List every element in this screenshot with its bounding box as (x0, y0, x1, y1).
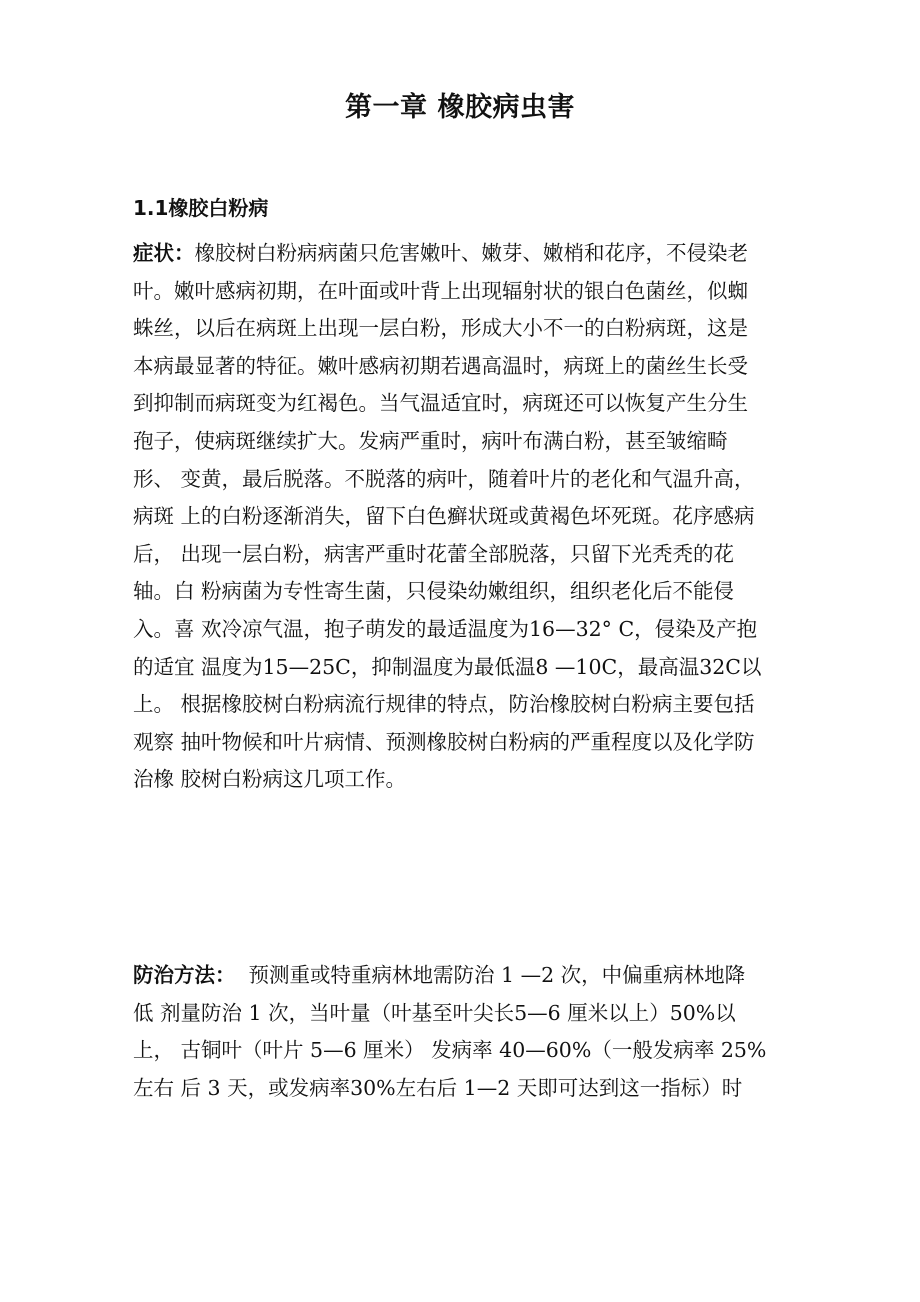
paragraph-line: 入。喜 欢冷凉气温，抱子萌发的最适温度为16—32° C，侵染及产抱 (133, 616, 758, 641)
paragraph-line: 上， 古铜叶（叶片 5—6 厘米） 发病率 40—60%（一般发病率 25% (133, 1038, 767, 1063)
paragraph-line: 病斑 上的白粉逐渐消失，留下白色癣状斑或黄褐色坏死斑。花序感病 (133, 504, 755, 529)
paragraph-line: 上。 根据橡胶树白粉病流行规律的特点，防治橡胶树白粉病主要包括 (133, 692, 755, 717)
paragraph-line: 治橡 胶树白粉病这几项工作。 (133, 767, 407, 792)
paragraph-line: 轴。白 粉病菌为专性寄生菌，只侵染幼嫩组织，组织老化后不能侵 (133, 579, 735, 604)
paragraph-line: 低 剂量防治 1 次，当叶量（叶基至叶尖长5—6 厘米以上）50%以 (133, 1000, 736, 1025)
paragraph-line: 蛛丝，以后在病斑上出现一层白粉，形成大小不一的白粉病斑，这是 (133, 316, 748, 341)
section-heading: 1.1橡胶白粉病 (133, 196, 269, 220)
paragraph-line: 后， 出现一层白粉，病害严重时花蕾全部脱落，只留下光秃秃的花 (133, 541, 735, 566)
symptoms-text: 橡胶树白粉病病菌只危害嫩叶、嫩芽、嫩梢和花序，不侵染老 (194, 241, 748, 265)
paragraph-line (133, 235, 788, 273)
paragraph-line: 形、 变黄，最后脱落。不脱落的病叶，随着叶片的老化和气温升高， (133, 466, 755, 491)
paragraph-line: 观察 抽叶物候和叶片病情、预测橡胶树白粉病的严重程度以及化学防 (133, 729, 755, 754)
control-methods-paragraph (133, 957, 788, 1107)
paragraph-line: 本病最显著的特征。嫩叶感病初期若遇高温时，病斑上的菌丝生长受 (133, 353, 748, 378)
symptoms-label: 症状： (133, 241, 195, 265)
control-methods-label: 防治方法： (133, 963, 236, 987)
paragraph-line: 的适宜 温度为15—25C，抑制温度为最低温8 —10C，最高温32C以 (133, 654, 762, 679)
paragraph-line (133, 957, 788, 995)
paragraph-line: 到抑制而病斑变为红褐色。当气温适宜时，病斑还可以恢复产生分生 (133, 391, 748, 416)
symptoms-paragraph (133, 235, 788, 799)
paragraph-line: 孢子，使病斑继续扩大。发病严重时，病叶布满白粉，甚至皱缩畸 (133, 428, 728, 453)
control-methods-text: 预测重或特重病林地需防治 1 —2 次，中偏重病林地降 (235, 963, 746, 987)
chapter-title: 第一章 橡胶病虫害 (345, 92, 575, 123)
paragraph-line: 左右 后 3 天，或发病率30%左右后 1—2 天即可达到这一指标）时 (133, 1075, 743, 1100)
paragraph-line: 叶。嫩叶感病初期，在叶面或叶背上出现辐射状的银白色菌丝，似蜘 (133, 278, 748, 303)
